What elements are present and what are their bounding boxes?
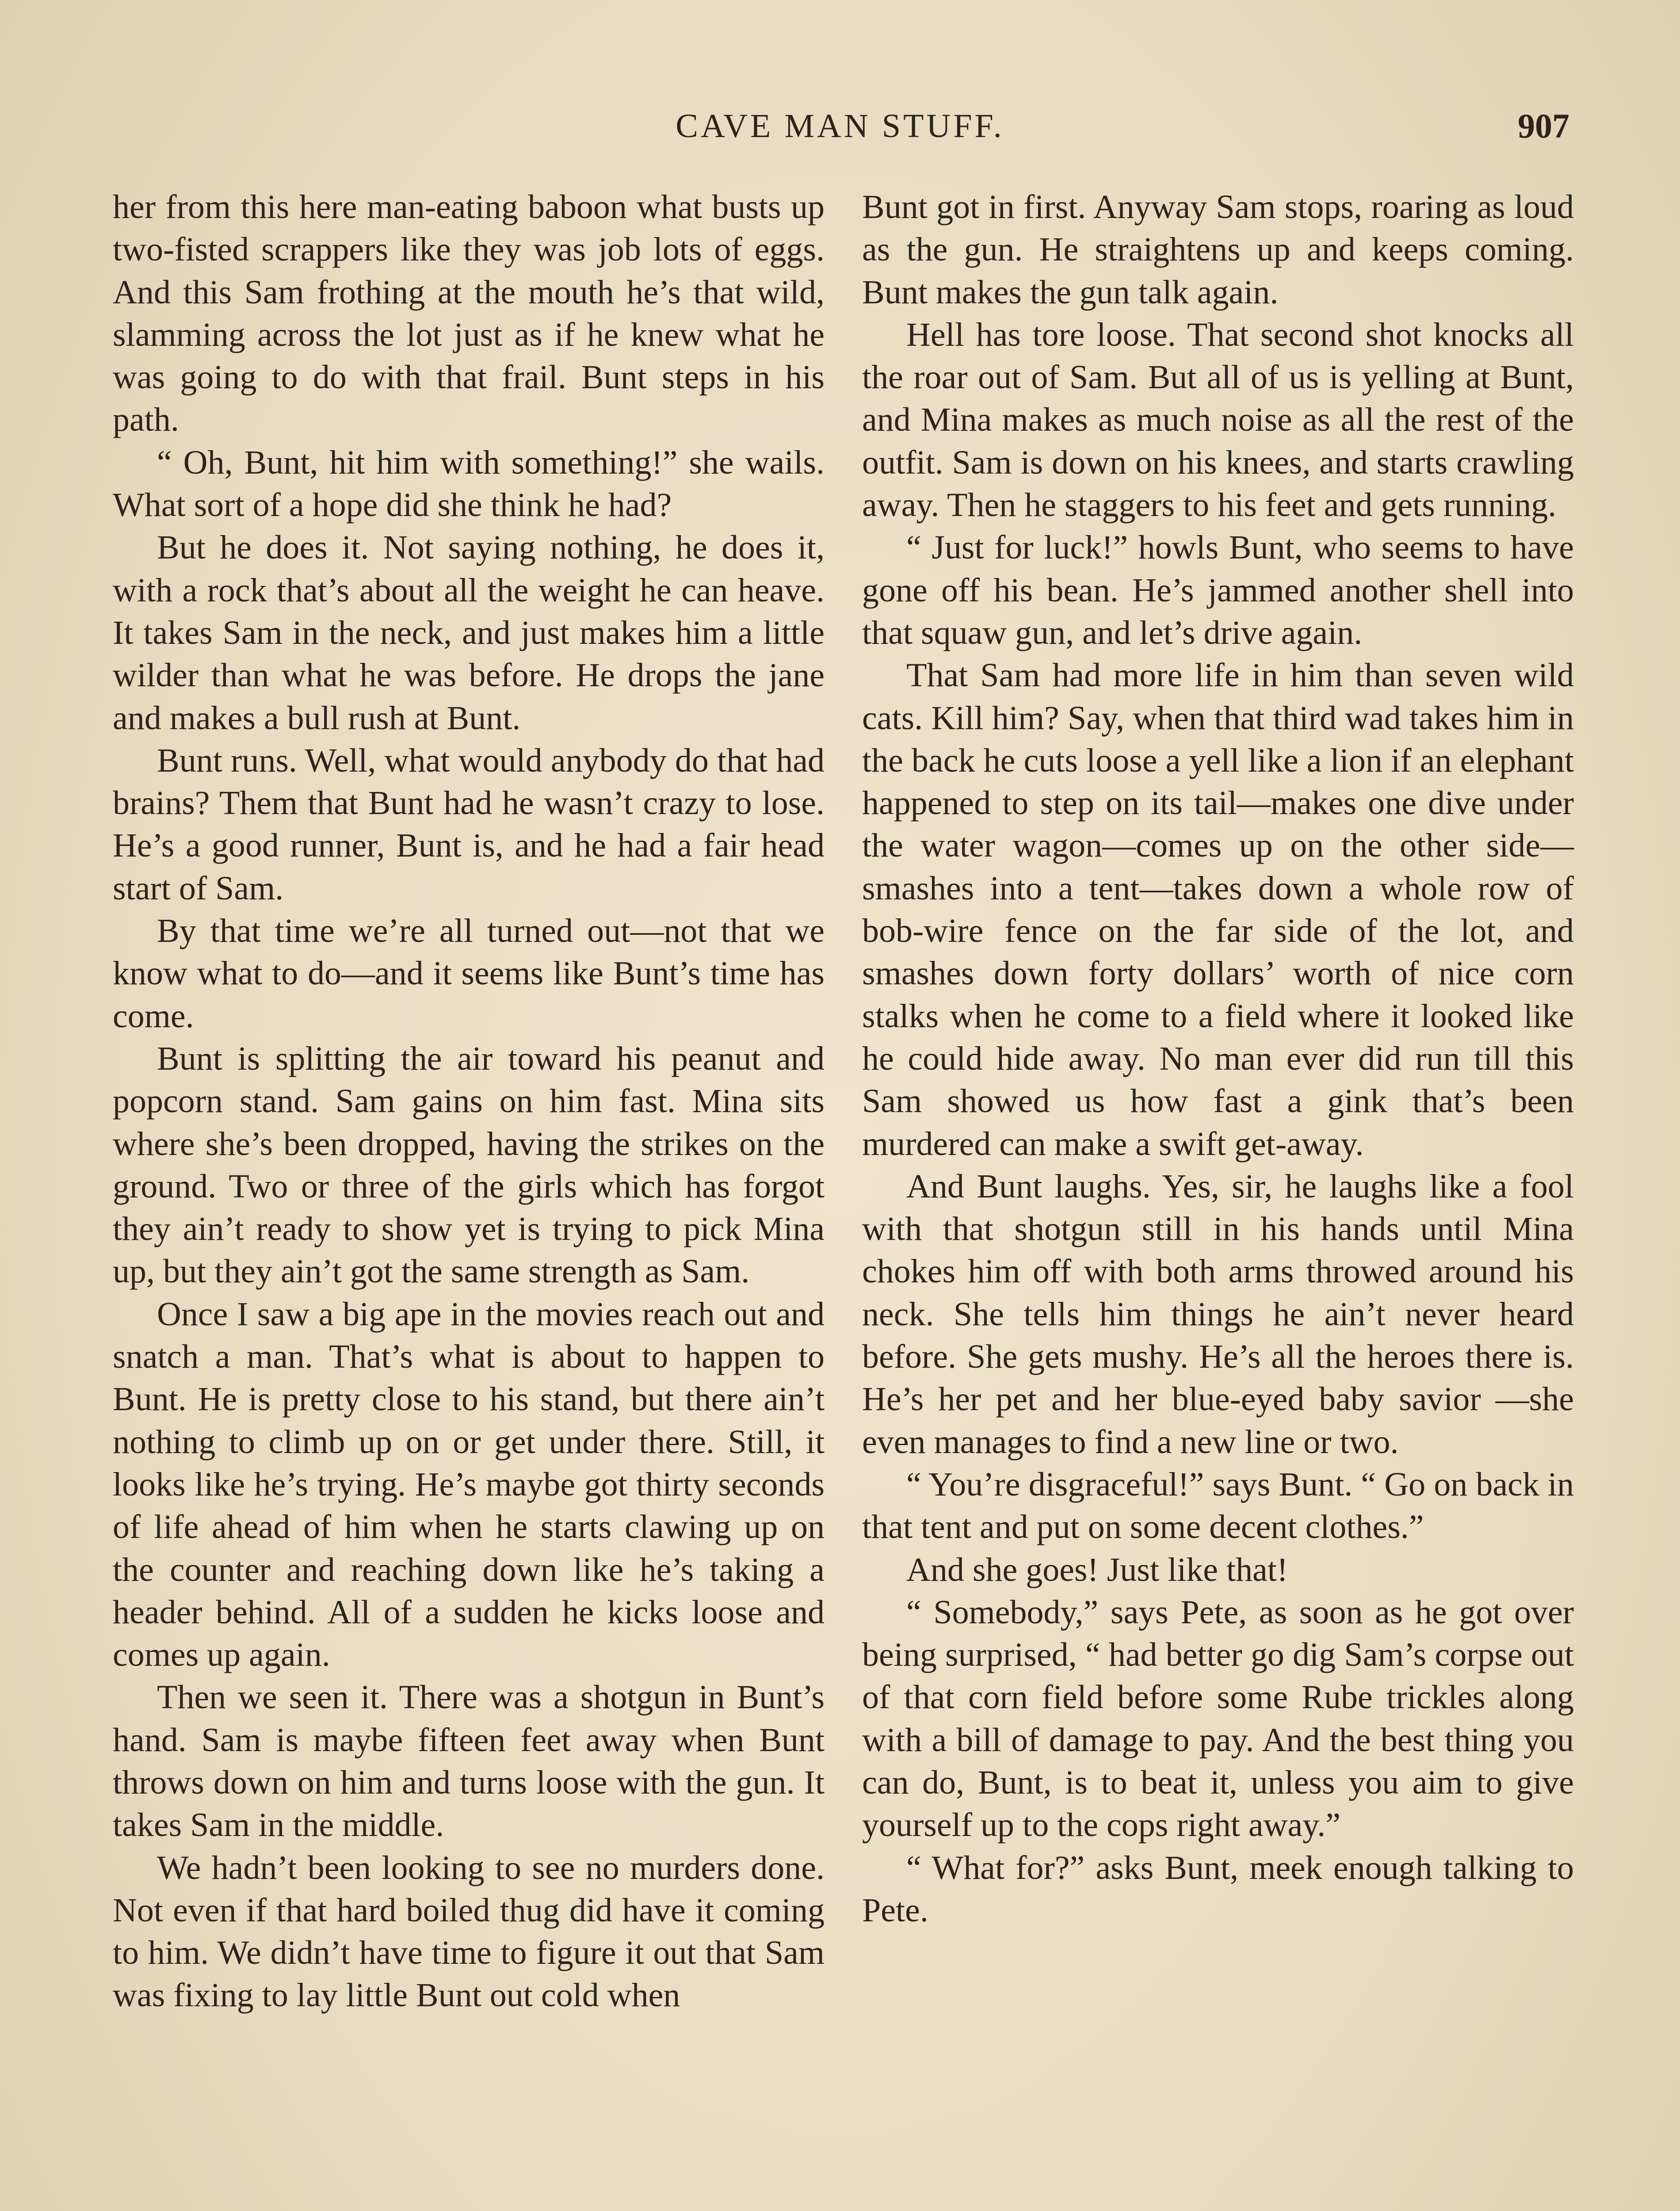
paragraph: “ What for?” asks Bunt, meek enough talking to Pete.	[862, 1849, 1574, 1929]
paragraph: By that time we’re all turned out—not that we know what to do—and it seems like Bunt’s time has come.	[113, 912, 825, 1035]
paragraph: “ Oh, Bunt, hit him with something!” she wails. What sort of a hope did she think he had?	[113, 444, 825, 524]
page-number: 907	[1518, 107, 1569, 145]
right-column	[862, 186, 1574, 1932]
paragraph: And she goes! Just like that!	[906, 1551, 1288, 1588]
paragraph: Hell has tore loose. That second shot knocks all the roar out of Sam. But all of us is yelling at Bunt, and Mina makes as much noise as all the rest of the outfit. Sam is down on his knees, and starts crawling away. Then he staggers to his feet and gets running.	[862, 316, 1574, 524]
paragraph: Then we seen it. There was a shotgun in Bunt’s hand. Sam is maybe fifteen feet away when Bunt throws down on him and turns loose with the gun. It takes Sam in the middle.	[113, 1679, 825, 1844]
left-column	[113, 186, 825, 2017]
page-header	[111, 99, 1569, 153]
paragraph: Bunt is splitting the air toward his peanut and popcorn stand. Sam gains on him fast. Mina sits where she’s been dropped, having the strikes on the ground. Two or three of the girls which has forgot they ain’t ready to show yet is trying to pick Mina up, but they ain’t got the same strength as Sam.	[113, 1040, 825, 1290]
paragraph: But he does it. Not saying nothing, he does it, with a rock that’s about all the weight he can heave. It takes Sam in the neck, and just makes him a little wilder than what he was before. He drops the jane and makes a bull rush at Bunt.	[113, 529, 825, 737]
paragraph: And Bunt laughs. Yes, sir, he laughs like a fool with that shotgun still in his hands until Mina chokes him off with both arms throwed around his neck. She tells him things he ain’t never heard before. She gets mushy. He’s all the heroes there is. He’s her pet and her blue-eyed baby savior —she even manages to find a new line or two.	[862, 1167, 1574, 1461]
paragraph: Bunt runs. Well, what would anybody do that had brains? Them that Bunt had he wasn’t crazy to lose. He’s a good runner, Bunt is, and he had a fair head start of Sam.	[113, 742, 825, 907]
paragraph: Once I saw a big ape in the movies reach out and snatch a man. That’s what is about to happen to Bunt. He is pretty close to his stand, but there ain’t nothing to climb up on or get under there. Still, it looks like he’s trying. He’s maybe got thirty seconds of life ahead of him when he starts clawing up on the counter and reaching down like he’s taking a header behind. All of a sudden he kicks loose and comes up again.	[113, 1295, 825, 1674]
paragraph: “ Somebody,” says Pete, as soon as he got over being surprised, “ had better go dig Sam’s corpse out of that corn field before some Rube trickles along with a bill of damage to pay. And the best thing you can do, Bunt, is to beat it, unless you aim to give yourself up to the cops right away.”	[862, 1593, 1574, 1844]
running-title: CAVE MAN STUFF.	[676, 107, 1004, 145]
paragraph: “ You’re disgraceful!” says Bunt. “ Go on back in that tent and put on some decent clothes.”	[862, 1465, 1574, 1546]
paragraph: her from this here man-eating baboon what busts up two-fisted scrappers like they was job lots of eggs. And this Sam frothing at the mouth he’s that wild, slamming across the lot just as if he knew what he was going to do with that frail. Bunt steps in his path.	[113, 188, 825, 439]
paragraph: That Sam had more life in him than seven wild cats. Kill him? Say, when that third wad takes him in the back he cuts loose a yell like a lion if an elephant happened to step on its tail—makes one dive under the water wagon—comes up on the other side—smashes into a tent—takes down a whole row of bob-wire fence on the far side of the lot, and smashes down forty dollars’ worth of nice corn stalks when he come to a field where it looked like he could hide away. No man ever did run till this Sam showed us how fast a gink that’s been murdered can make a swift get-away.	[862, 657, 1574, 1163]
paragraph: Bunt got in first. Anyway Sam stops, roaring as loud as the gun. He straightens up and keeps coming. Bunt makes the gun talk again.	[862, 188, 1574, 311]
paragraph: We hadn’t been looking to see no murders done. Not even if that hard boiled thug did have it coming to him. We didn’t have time to figure it out that Sam was fixing to lay little Bunt out cold when	[113, 1849, 825, 2014]
paragraph: “ Just for luck!” howls Bunt, who seems to have gone off his bean. He’s jammed another shell into that squaw gun, and let’s drive again.	[862, 529, 1574, 651]
